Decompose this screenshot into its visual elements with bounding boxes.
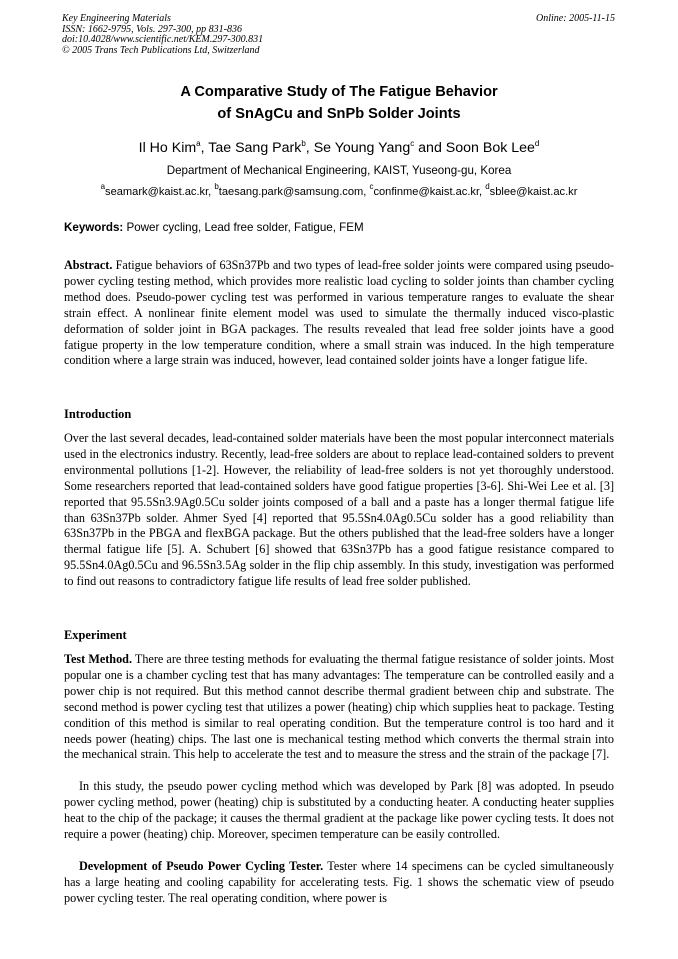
author-mark: c [410, 139, 415, 148]
keywords [64, 221, 616, 235]
author-name: Il Ho Kim [138, 140, 197, 156]
doi-line: doi:10.4028/www.scientific.net/KEM.297-300.831 [62, 34, 264, 45]
development-label: Development of Pseudo Power Cycling Tester. [79, 859, 324, 873]
email-list [0, 182, 678, 199]
test-method-paragraph [64, 652, 614, 763]
issn-line: ISSN: 1662-9795, Vols. 297-300, pp 831-836 [62, 23, 242, 35]
paper-title [0, 81, 678, 125]
abstract-text: Fatigue behaviors of 63Sn37Pb and two types of lead-free solder joints were compared using pseudo-power cycling testing method, which provides more realistic load cycling to solder joints than chamber cycling method does. Pseudo-power cycling test was performed in various temperature ranges to evaluate the shear strain effect. A nonlinear finite element model was used to simulate the thermally induced visco-plastic deformation of solder joint in BGA packages. The results revealed that lead free solder joints have a good fatigue property in the low temperature condition, where a small strain was induced. In the high temperature condition where a large strain was induced, however, lead contained solder joints have a longer fatigue life. [64, 258, 614, 368]
experiment-heading: Experiment [64, 628, 127, 642]
title-line-1: A Comparative Study of The Fatigue Behavior [180, 84, 498, 100]
introduction-body: Over the last several decades, lead-contained solder materials have been the most popular interconnect materials used in the electronics industry. Recently, lead-free solders are about to replace lead-contained solders to prevent environmental pollutions [1-2]. However, the reliability of lead-free solders is not yet thoroughly understood. Some researchers reported that lead-contained solders have good fatigue properties [3-6]. Shi-Wei Lee et al. [3] reported that 95.5Sn3.9Ag0.5Cu solder joints composed of a ball and a paste has a longer thermal fatigue life than 63Sn37Pb solder. Ahmer Syed [4] reported that 95.5Sn4.0Ag0.5Cu solder has a good reliability than 63Sn37Pb in the PBGA and flexBGA package. But the others published that the lead-free solders have a longer thermal fatigue life [5]. A. Schubert [6] showed that 63Sn37Pb has a good fatigue resistance compared to 95.5Sn4.0Ag0.5Cu and 96.5Sn3.5Ag solder in the flip chip assembly. In this study, investigation was performed to find out reasons to contradictory fatigue life results of lead free solder published. [64, 431, 614, 589]
affiliation: Department of Mechanical Engineering, KAIST, Yuseong-gu, Korea [166, 164, 512, 177]
keywords-text: Power cycling, Lead free solder, Fatigue, FEM [123, 221, 364, 234]
test-method-label: Test Method. [64, 652, 132, 666]
author-separator: and [414, 140, 446, 156]
copyright-line: © 2005 Trans Tech Publications Ltd, Switzerland [62, 44, 260, 56]
email-address: confinme@kaist.ac.kr [373, 186, 480, 198]
introduction-heading: Introduction [64, 407, 132, 421]
author-separator: , [305, 140, 314, 156]
email-separator: , [208, 186, 215, 198]
author-mark: d [534, 139, 540, 148]
email-mark: c [369, 182, 374, 191]
author-list [0, 139, 678, 157]
pseudo-method-paragraph: In this study, the pseudo power cycling method which was developed by Park [8] was adopted. In pseudo power cycling method, power (heating) chip is substituted by a conducting heater. A conducting heater supplies heat to the chip of the package; it causes the thermal gradient at the package like power cycling tests. It does not require a power (heating) chip. Moreover, specimen temperature can be easily controlled. [64, 779, 614, 841]
development-text: Tester where 14 specimens can be cycled simultaneously has a large heating and cooling capability for accelerating tests. Fig. 1 shows the schematic view of pseudo power cycling tester. The real operating condition, where power is [64, 859, 614, 905]
email-mark: d [485, 182, 490, 191]
email-separator: , [479, 186, 486, 198]
journal-header [62, 14, 615, 56]
email-mark: b [214, 182, 219, 191]
journal-name: Key Engineering Materials [62, 13, 171, 24]
test-method-text: There are three testing methods for evaluating the thermal fatigue resistance of solder joints. Most popular one is a chamber cycling test that has many advantages: The temperature can be controlled easily and a power chip is not required. But this method cannot describe thermal gradient between chip and substrate. The second method is power cycling test that utilizes a power (heating) chip which supplies heat to package. Testing condition of this method is similar to real operating condition. But the temperature control is too hard and it needs power (heating) chips. The last one is mechanical testing method which converts the thermal strain into the mechanical strain. This help to accelerate the test and to measure the stress and the strain of the package [7]. [64, 652, 614, 762]
email-address: sblee@kaist.ac.kr [489, 186, 578, 198]
development-paragraph [64, 859, 614, 907]
email-address: taesang.park@samsung.com [218, 186, 364, 198]
title-line-2: of SnAgCu and SnPb Solder Joints [217, 106, 461, 122]
author-name: Se Young Yang [313, 140, 411, 156]
email-address: seamark@kaist.ac.kr [105, 186, 209, 198]
online-date: Online: 2005-11-15 [536, 13, 615, 24]
abstract-label: Abstract. [64, 258, 113, 272]
author-mark: a [196, 139, 201, 148]
email-mark: a [100, 182, 106, 191]
author-name: Tae Sang Park [208, 140, 302, 156]
author-separator: , [200, 140, 209, 156]
abstract [64, 258, 614, 369]
author-name: Soon Bok Lee [445, 140, 535, 156]
keywords-label: Keywords: [64, 221, 124, 234]
email-separator: , [363, 186, 370, 198]
author-mark: b [301, 139, 306, 148]
